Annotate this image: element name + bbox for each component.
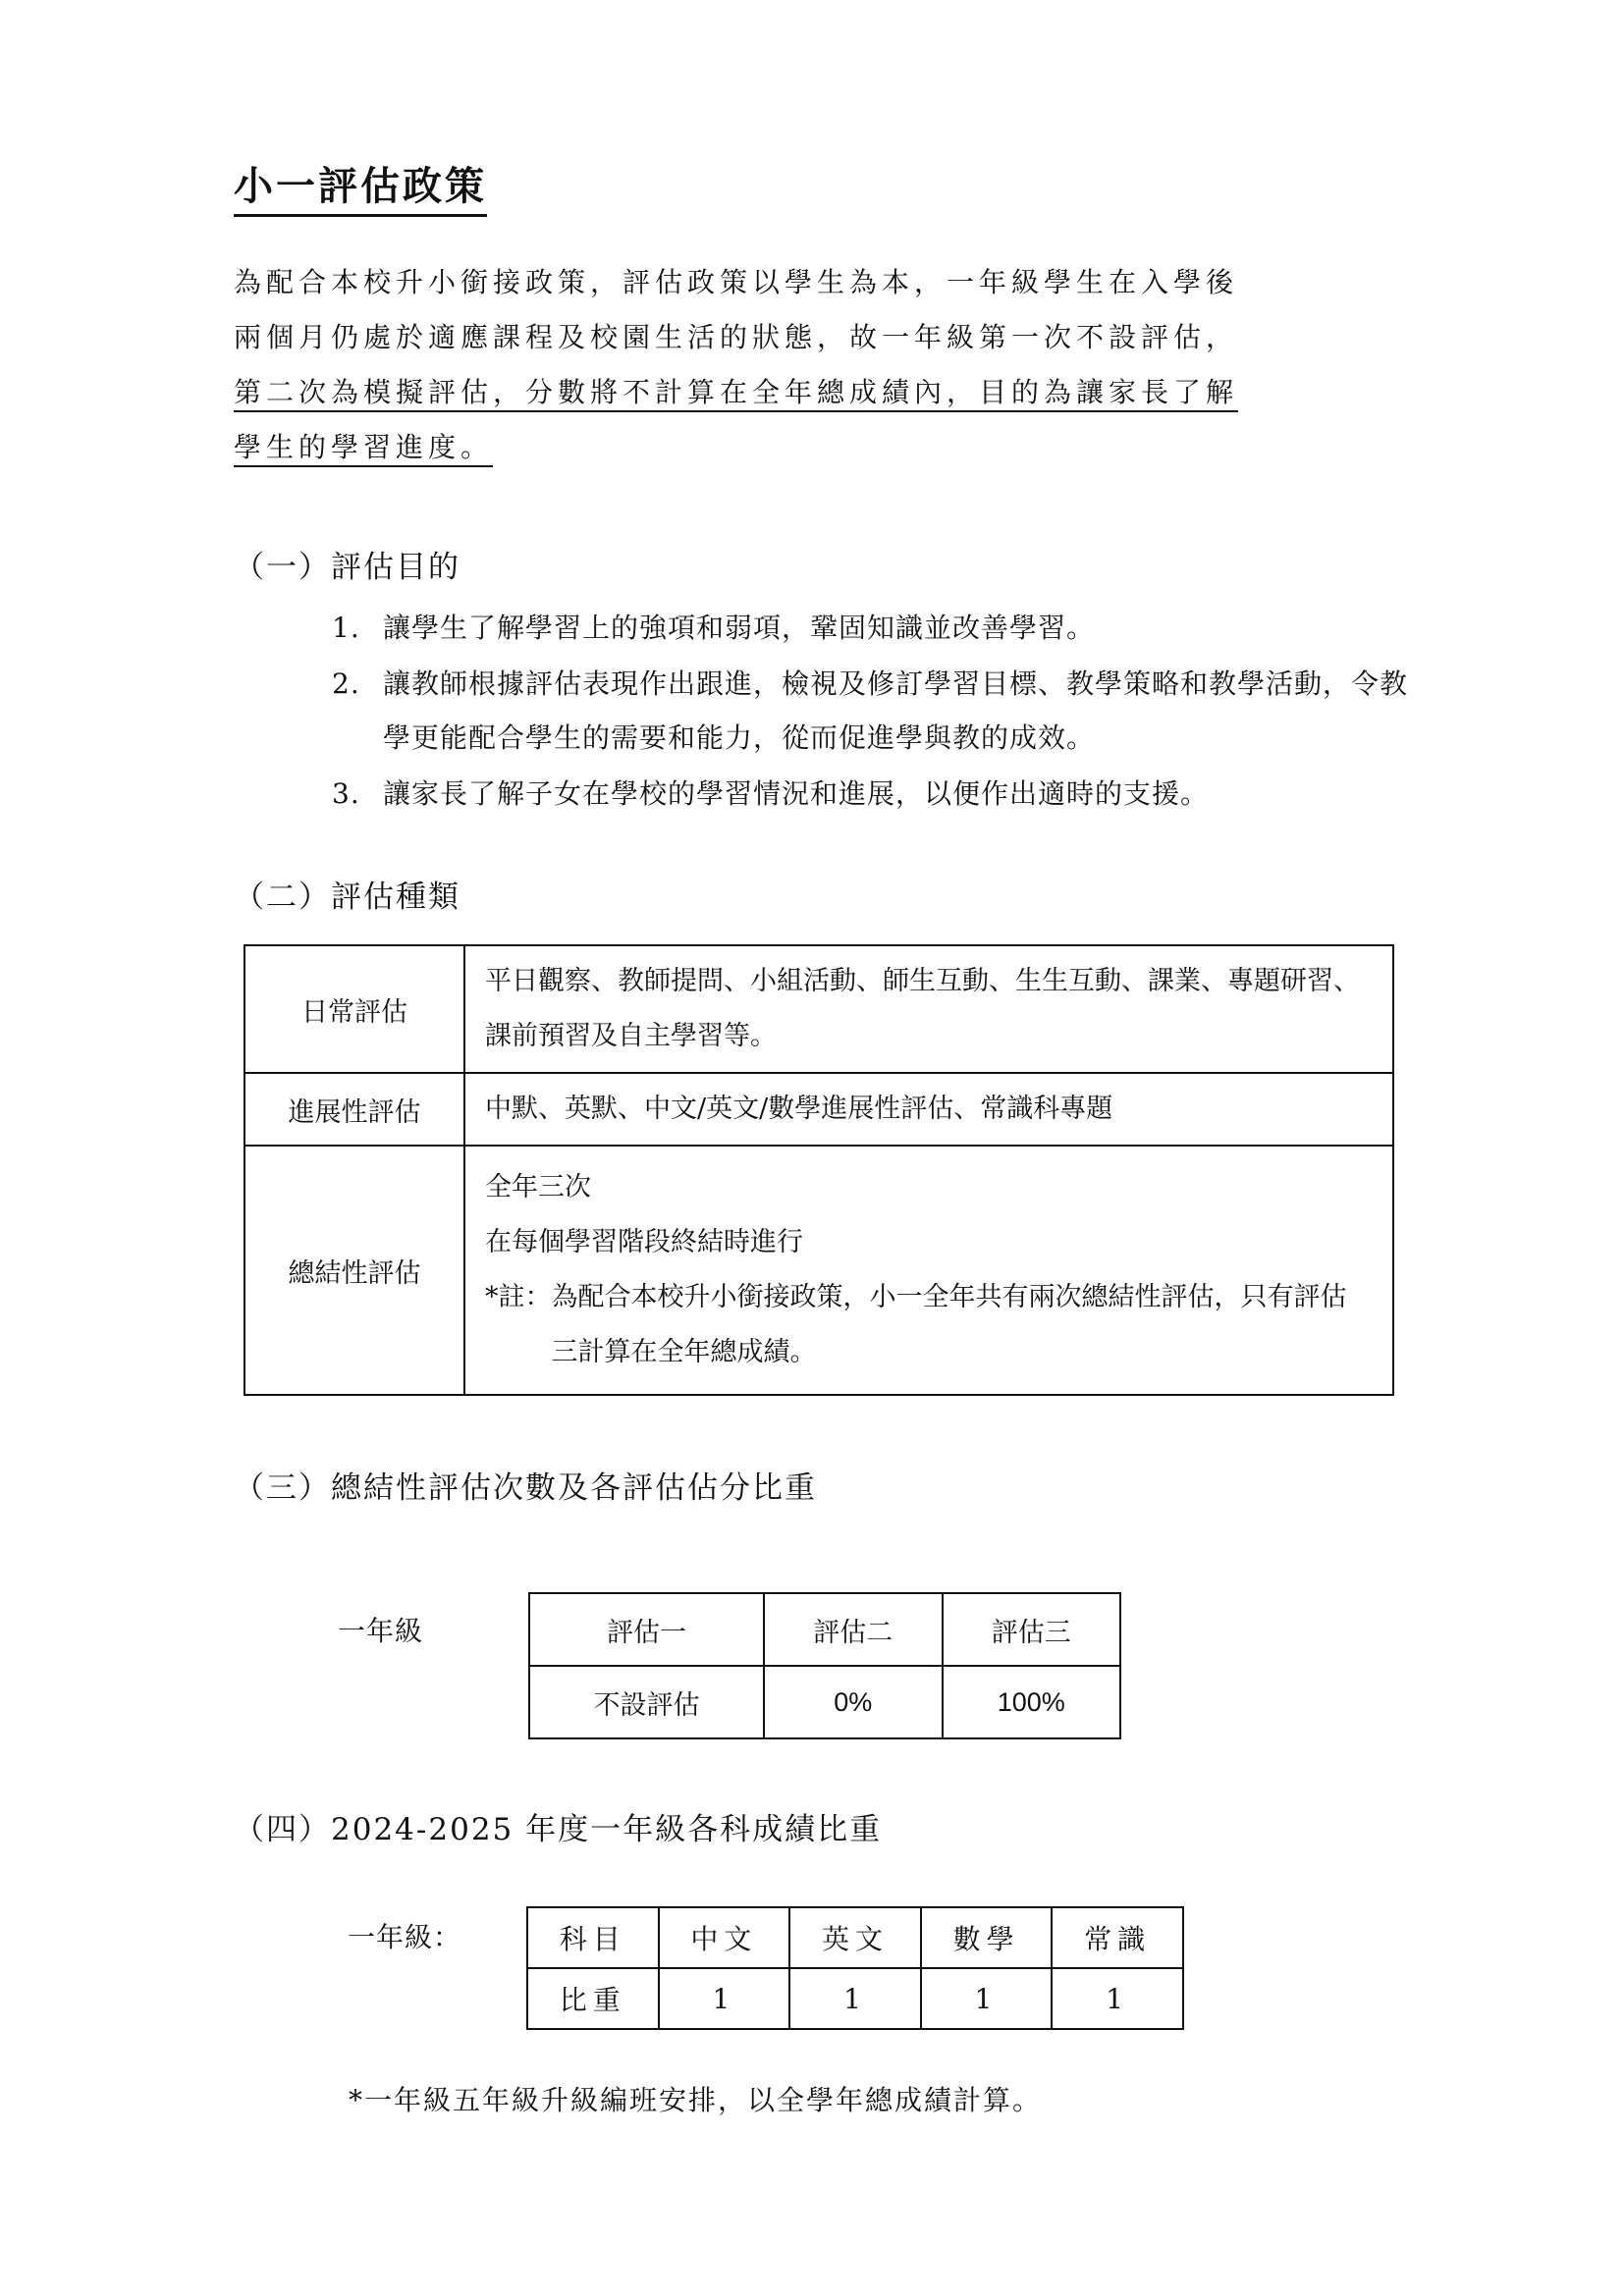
purpose-list [324, 601, 1414, 823]
note-prefix: *註： [485, 1282, 552, 1312]
table-header-cell: 評估一 [529, 1593, 764, 1666]
table-header-cell: 科目 [527, 1907, 659, 1968]
table-row [244, 1073, 1393, 1146]
intro-paragraph [234, 255, 1402, 475]
list-item: 3. 讓家長了解子女在學校的學習情況和進展，以便作出適時的支援。 [332, 777, 1210, 810]
table-row [527, 1968, 1183, 2029]
section-heading-purpose: （一）評估目的 [234, 550, 460, 585]
summative-weights-table [528, 1592, 1121, 1739]
table-cell: 1 [1052, 1968, 1183, 2029]
table-header-cell: 英文 [789, 1907, 921, 1968]
summative-note [485, 1270, 1373, 1380]
section-heading-weights: （三）總結性評估次數及各評估佔分比重 [234, 1470, 817, 1506]
table-header-cell: 常識 [1052, 1907, 1183, 1968]
intro-line-1: 為配合本校升小銜接政策，評估政策以學生為本，一年級學生在入學後 [234, 266, 1239, 298]
section-heading-types: （二）評估種類 [234, 880, 460, 915]
table-header-cell: 數學 [921, 1907, 1053, 1968]
table-cell: 不設評估 [529, 1666, 764, 1738]
row-content: 中默、英默、中文/英文/數學進展性評估、常識科專題 [464, 1073, 1393, 1146]
summative-frequency: 全年三次 [485, 1172, 591, 1202]
intro-line-4: 學生的學習進度。 [234, 420, 1402, 475]
list-item: 2. 讓教師根據評估表現作出跟進，檢視及修訂學習目標、教學策略和教學活動，令教學更能配合學生的需要和能力，從而促進學與教的成效。 [332, 667, 1409, 754]
table-row [529, 1593, 1120, 1666]
list-item: 1. 讓學生了解學習上的強項和弱項，鞏固知識並改善學習。 [332, 612, 1096, 644]
page-title: 小一評估政策 [234, 159, 487, 217]
row-content [464, 1146, 1393, 1395]
table-row [244, 1146, 1393, 1395]
table-row [527, 1907, 1183, 1968]
table-cell: 比重 [527, 1968, 659, 2029]
table-cell: 100% [943, 1666, 1120, 1738]
table-row [244, 945, 1393, 1073]
table-header-cell: 評估三 [943, 1593, 1120, 1666]
subject-weights-table [526, 1906, 1184, 2030]
row-label: 日常評估 [244, 945, 464, 1073]
table-cell: 1 [921, 1968, 1053, 2029]
table-cell: 1 [789, 1968, 921, 2029]
table-header-cell: 中文 [659, 1907, 790, 1968]
table-cell: 0% [764, 1666, 942, 1738]
summative-timing: 在每個學習階段終結時進行 [485, 1227, 803, 1257]
assessment-types-table [244, 944, 1394, 1396]
intro-line-2: 兩個月仍處於適應課程及校園生活的狀態，故一年級第一次不設評估， [234, 321, 1239, 353]
row-content: 平日觀察、教師提問、小組活動、師生互動、生生互動、課業、專題研習、課前預習及自主學習等。 [464, 945, 1393, 1073]
grade-label: 一年級 [338, 1615, 424, 1647]
note-text: 為配合本校升小銜接政策，小一全年共有兩次總結性評估，只有評估三計算在全年總成績。 [551, 1282, 1347, 1367]
section-heading-subjects: （四）2024-2025 年度一年級各科成績比重 [234, 1812, 883, 1847]
table-cell: 1 [659, 1968, 790, 2029]
row-label: 總結性評估 [244, 1146, 464, 1395]
intro-line-3: 第二次為模擬評估，分數將不計算在全年總成績內，目的為讓家長了解 [234, 365, 1402, 420]
row-label: 進展性評估 [244, 1073, 464, 1146]
table-row [529, 1666, 1120, 1738]
footer-note: *一年級五年級升級編班安排，以全學年總成績計算。 [349, 2084, 1043, 2116]
table-header-cell: 評估二 [764, 1593, 942, 1666]
grade-label: 一年級： [348, 1921, 462, 1953]
